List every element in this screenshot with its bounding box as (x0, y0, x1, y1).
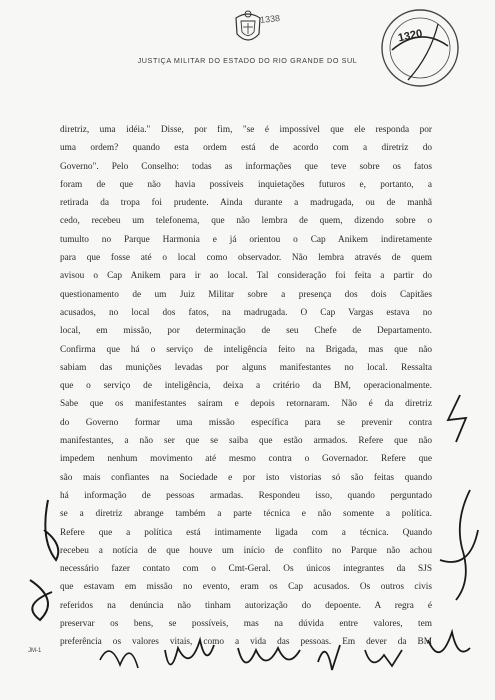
text-line: preferência os valores vitais, como a vida das pessoas. Em dever da BM (60, 637, 432, 648)
text-line: preservar os bens, se possíveis, mas na dúvida entre valores, tem (60, 619, 432, 630)
text-line: sabiam das munições levadas por alguns manifestantes no local. Ressalta (60, 362, 432, 373)
bottom-signature-1 (100, 651, 138, 668)
text-line: diretriz, uma idéia." Disse, por fim, "se é impossível que ele responda por (60, 125, 432, 135)
coat-of-arms-icon (232, 8, 264, 48)
bottom-signature-6 (428, 632, 470, 652)
margin-mark-right-top (448, 395, 466, 442)
text-line: manifestantes, a não ser que se saiba que estão armados. Refere que não (60, 436, 432, 447)
text-line: do Governo formar uma missão específica para se prevenir contra (60, 417, 432, 428)
text-line: necessário fazer contato com o Cmt-Geral. Os únicos integrantes da SJS (60, 564, 432, 575)
text-line: referidos na denúncia não tinham autorização do depoente. A regra é (60, 600, 432, 611)
text-line: avisou o Cap Anikem para ir ao local. Tal consideração foi feita a partir do (60, 271, 432, 282)
text-line: impedem nenhum movimento até mesmo contra o Governador. Refere que (60, 454, 432, 465)
text-line: Sabe que os manifestantes saíram e depois retornaram. Não é da diretriz (60, 399, 432, 410)
text-line: cedo, recebeu um telefonema, que não lembra de quem, dizendo sobre o (60, 216, 432, 227)
text-line: uma ordem? quando esta ordem está de acordo com a diretriz do (60, 143, 432, 154)
text-line: Refere que a política está intimamente ligada com a técnica. Quando (60, 527, 432, 538)
deposition-text (60, 121, 432, 652)
text-line: se a diretriz abrange também a parte técnica e não somente a política. (60, 509, 432, 520)
text-line: Governo". Pelo Conselho: todas as informações que teve sobre os fatos (60, 161, 432, 172)
text-line: são mais confiantes na Sociedade e por isto vistorias só são feitas quando (60, 472, 432, 483)
text-line: para que fosse até o local como observador. Não lembra através de quem (60, 253, 432, 264)
page-number-stamp: 1338 (259, 12, 281, 26)
institution-header: JUSTIÇA MILITAR DO ESTADO DO RIO GRANDE DO SUL (137, 56, 358, 65)
text-line: acusados, no local dos fatos, na madrugada. O Cap Vargas estava no (60, 307, 432, 318)
margin-signature-right (440, 490, 478, 600)
text-line: recebeu a notícia de que houve um início de conflito no Parque não achou (60, 545, 432, 556)
text-line: que o serviço de inteligência, deixa a critério da BM, operacionalmente. (60, 381, 432, 392)
bottom-signature-5 (365, 650, 402, 666)
margin-signature-left (30, 500, 58, 620)
text-line: foram de que não havia possíveis inquietações futuros e, portanto, a (60, 179, 432, 190)
text-line: tumulto no Parque Harmonia e já orientou o Cap Anikem indiretamente (60, 234, 432, 245)
seal-number: 1320 (397, 27, 424, 45)
text-line: há informação de pessoas armadas. Respondeu isso, quando perguntado (60, 490, 432, 501)
page-code: JM-1 (28, 648, 42, 654)
text-line: local, em missão, por determinação de seu Chefe de Departamento. (60, 326, 432, 337)
text-line: retirada da tropa foi prudente. Ainda durante a madrugada, ou de manhã (60, 198, 432, 209)
text-line: questionamento de um Juiz Militar sobre a presença dos dois Capitães (60, 289, 432, 300)
text-line: Confirma que há o serviço de inteligência feito na Brigada, mas que não (60, 344, 432, 355)
official-seal-icon (378, 6, 462, 90)
text-line: que estavam em missão no evento, eram os Cap acusados. Os outros civis (60, 582, 432, 593)
